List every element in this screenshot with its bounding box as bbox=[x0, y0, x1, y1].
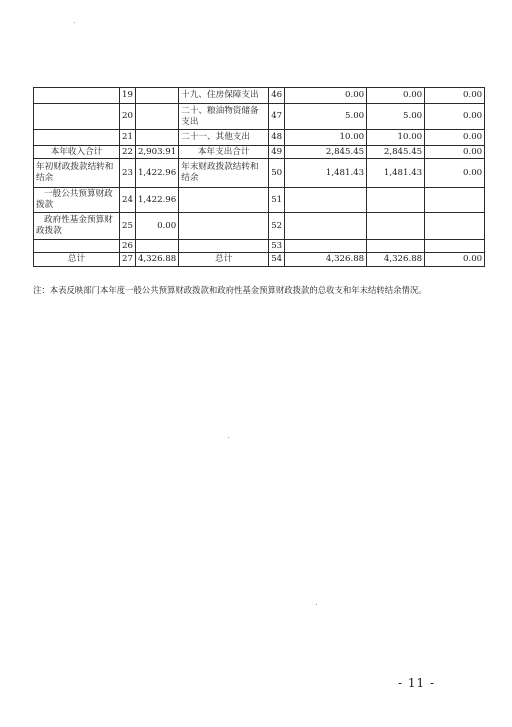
expense-line-number: 47 bbox=[269, 104, 285, 130]
expense-general-budget: 5.00 bbox=[367, 104, 425, 130]
expense-line-number: 51 bbox=[269, 188, 285, 213]
income-item-label bbox=[34, 104, 120, 130]
income-line-number: 27 bbox=[120, 253, 136, 267]
expense-line-number: 49 bbox=[269, 146, 285, 159]
expense-total bbox=[285, 213, 367, 240]
expense-general-budget: 1,481.43 bbox=[367, 159, 425, 188]
income-amount bbox=[135, 130, 178, 146]
expense-fund-budget: 0.00 bbox=[425, 253, 485, 267]
page-number: - 11 - bbox=[398, 676, 436, 690]
expense-line-number: 52 bbox=[269, 213, 285, 240]
income-item-label: 政府性基金预算财政拨款 bbox=[34, 213, 120, 240]
scan-speck bbox=[316, 604, 317, 605]
income-item-label bbox=[34, 130, 120, 146]
income-line-number: 24 bbox=[120, 188, 136, 213]
table-row bbox=[34, 188, 485, 213]
expense-total bbox=[285, 240, 367, 253]
expense-item-label: 二十、粮油物资储备支出 bbox=[179, 104, 269, 130]
expense-total: 0.00 bbox=[285, 88, 367, 104]
table-body bbox=[34, 88, 485, 267]
expense-fund-budget: 0.00 bbox=[425, 159, 485, 188]
income-line-number: 23 bbox=[120, 159, 136, 188]
income-line-number: 25 bbox=[120, 213, 136, 240]
expense-line-number: 53 bbox=[269, 240, 285, 253]
income-item-label bbox=[34, 240, 120, 253]
income-amount bbox=[135, 104, 178, 130]
expense-line-number: 54 bbox=[269, 253, 285, 267]
income-line-number: 21 bbox=[120, 130, 136, 146]
expense-fund-budget: 0.00 bbox=[425, 130, 485, 146]
income-amount bbox=[135, 240, 178, 253]
expense-general-budget: 10.00 bbox=[367, 130, 425, 146]
expense-item-label bbox=[179, 240, 269, 253]
expense-item-label: 十九、住房保障支出 bbox=[179, 88, 269, 104]
income-amount: 1,422.96 bbox=[135, 159, 178, 188]
expense-line-number: 48 bbox=[269, 130, 285, 146]
table-row bbox=[34, 240, 485, 253]
income-item-label: 一般公共预算财政拨款 bbox=[34, 188, 120, 213]
table-footnote: 注：本表反映部门本年度一般公共预算财政拨款和政府性基金预算财政拨款的总收支和年末结转结余情况。 bbox=[33, 285, 427, 295]
expense-fund-budget bbox=[425, 188, 485, 213]
expense-total: 5.00 bbox=[285, 104, 367, 130]
table-row bbox=[34, 213, 485, 240]
expense-general-budget: 4,326.88 bbox=[367, 253, 425, 267]
income-amount: 0.00 bbox=[135, 213, 178, 240]
expense-general-budget bbox=[367, 240, 425, 253]
table-row bbox=[34, 88, 485, 104]
expense-general-budget: 0.00 bbox=[367, 88, 425, 104]
income-line-number: 20 bbox=[120, 104, 136, 130]
income-amount: 2,903.91 bbox=[135, 146, 178, 159]
expense-general-budget bbox=[367, 188, 425, 213]
expense-total: 1,481.43 bbox=[285, 159, 367, 188]
income-item-label: 总计 bbox=[34, 253, 120, 267]
expense-total: 4,326.88 bbox=[285, 253, 367, 267]
expense-total: 2,845.45 bbox=[285, 146, 367, 159]
expense-item-label bbox=[179, 213, 269, 240]
income-amount: 4,326.88 bbox=[135, 253, 178, 267]
table-row bbox=[34, 159, 485, 188]
income-item-label bbox=[34, 88, 120, 104]
expense-item-label: 总计 bbox=[179, 253, 269, 267]
table-row bbox=[34, 146, 485, 159]
expense-item-label: 本年支出合计 bbox=[179, 146, 269, 159]
expense-fund-budget: 0.00 bbox=[425, 88, 485, 104]
scan-speck bbox=[228, 437, 229, 438]
income-item-label: 本年收入合计 bbox=[34, 146, 120, 159]
expense-general-budget bbox=[367, 213, 425, 240]
expense-item-label: 年末财政拨款结转和结余 bbox=[179, 159, 269, 188]
table-row bbox=[34, 253, 485, 267]
expense-line-number: 50 bbox=[269, 159, 285, 188]
expense-item-label: 二十一、其他支出 bbox=[179, 130, 269, 146]
income-line-number: 19 bbox=[120, 88, 136, 104]
income-line-number: 22 bbox=[120, 146, 136, 159]
income-amount bbox=[135, 88, 178, 104]
expense-total: 10.00 bbox=[285, 130, 367, 146]
expense-total bbox=[285, 188, 367, 213]
expense-general-budget: 2,845.45 bbox=[367, 146, 425, 159]
income-line-number: 26 bbox=[120, 240, 136, 253]
expense-line-number: 46 bbox=[269, 88, 285, 104]
fiscal-appropriation-table bbox=[33, 87, 485, 267]
scan-speck bbox=[74, 22, 75, 23]
expense-fund-budget bbox=[425, 213, 485, 240]
table-row bbox=[34, 130, 485, 146]
income-item-label: 年初财政拨款结转和结余 bbox=[34, 159, 120, 188]
expense-fund-budget: 0.00 bbox=[425, 146, 485, 159]
expense-item-label bbox=[179, 188, 269, 213]
table-row bbox=[34, 104, 485, 130]
income-amount: 1,422.96 bbox=[135, 188, 178, 213]
expense-fund-budget bbox=[425, 240, 485, 253]
expense-fund-budget: 0.00 bbox=[425, 104, 485, 130]
